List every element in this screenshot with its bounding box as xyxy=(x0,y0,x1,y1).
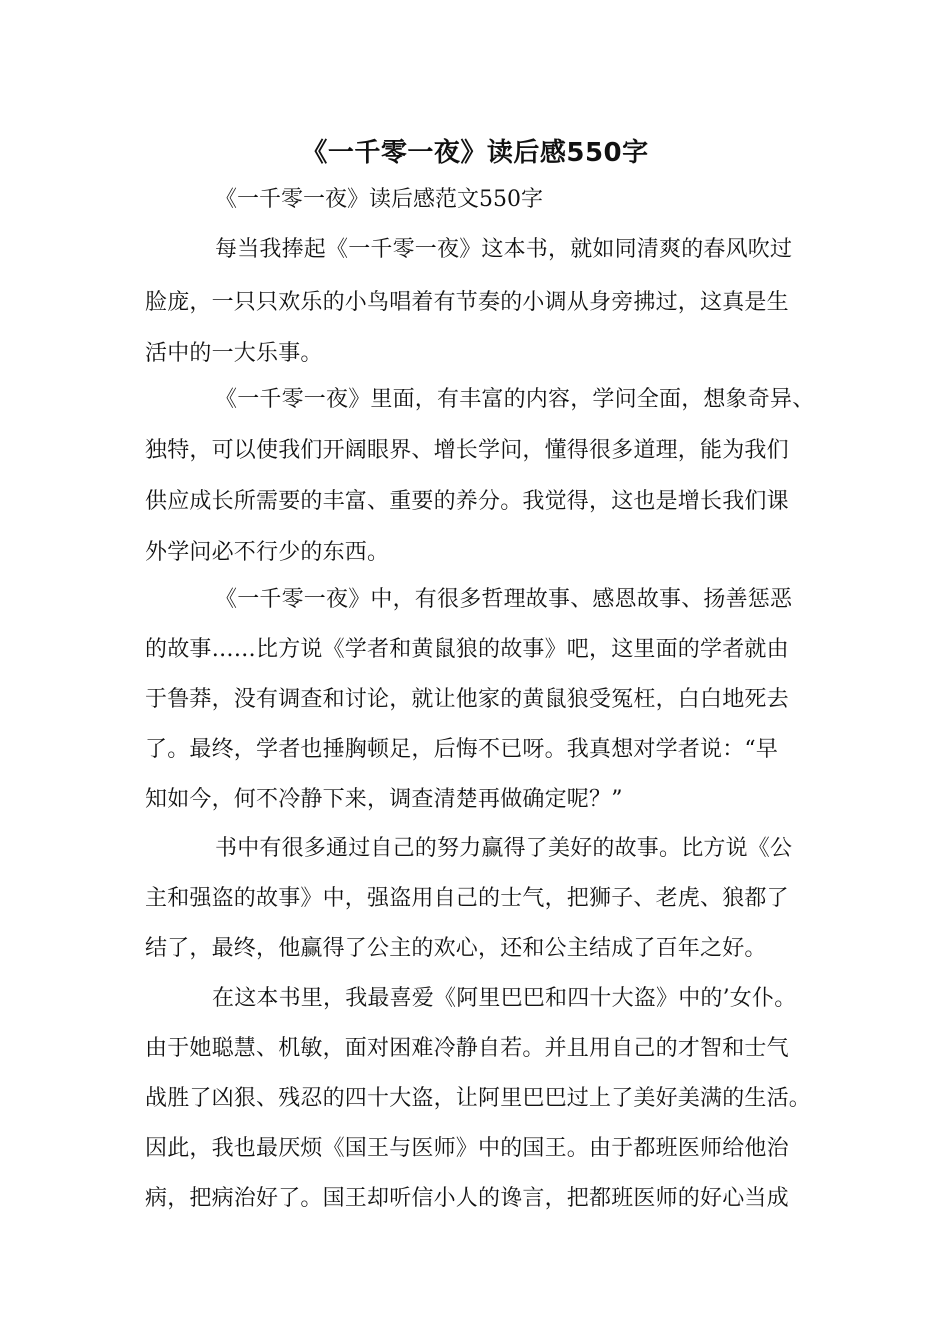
text-line: 供应成长所需要的丰富、重要的养分。我觉得，这也是增长我们课 xyxy=(145,489,789,514)
text-line: 《一千零一夜》中，有很多哲理故事、感恩故事、扬善惩恶 xyxy=(215,587,793,612)
text-line: 主和强盗的故事》中，强盗用自己的士气，把狮子、老虎、狼都了 xyxy=(145,886,789,911)
text-line: 活中的一大乐事。 xyxy=(145,341,323,366)
text-line: 病，把病治好了。国王却听信小人的谗言，把都班医师的好心当成 xyxy=(145,1186,789,1211)
text-line: 了。最终，学者也捶胸顿足，后悔不已呀。我真想对学者说：“早 xyxy=(145,737,779,762)
document-subtitle: 《一千零一夜》读后感范文550字 xyxy=(215,187,543,212)
text-line: 于鲁莽，没有调查和讨论，就让他家的黄鼠狼受冤枉，白白地死去 xyxy=(145,687,789,712)
text-line: 战胜了凶狠、残忍的四十大盗，让阿里巴巴过上了美好美满的生活。 xyxy=(145,1086,812,1111)
text-line: 结了，最终，他赢得了公主的欢心，还和公主结成了百年之好。 xyxy=(145,936,767,961)
text-line: 独特，可以使我们开阔眼界、增长学问，懂得很多道理，能为我们 xyxy=(145,438,789,463)
document-title: 《一千零一夜》读后感550字 xyxy=(301,138,649,168)
text-line: 因此，我也最厌烦《国王与医师》中的国王。由于都班医师给他治 xyxy=(145,1136,789,1161)
text-line: 每当我捧起《一千零一夜》这本书，就如同清爽的春风吹过 xyxy=(215,237,793,262)
text-line: 书中有很多通过自己的努力赢得了美好的故事。比方说《公 xyxy=(215,836,793,861)
text-line: 《一千零一夜》里面，有丰富的内容，学问全面，想象奇异、 xyxy=(215,387,815,412)
text-line: 由于她聪慧、机敏，面对困难冷静自若。并且用自己的才智和士气 xyxy=(145,1036,789,1061)
text-line: 的故事……比方说《学者和黄鼠狼的故事》吧，这里面的学者就由 xyxy=(145,637,789,662)
text-line: 外学问必不行少的东西。 xyxy=(145,540,390,565)
text-line: 知如今，何不冷静下来，调查清楚再做确定呢？” xyxy=(145,787,623,812)
text-line: 在这本书里，我最喜爱《阿里巴巴和四十大盗》中的’女仆。 xyxy=(212,986,797,1011)
text-line: 脸庞，一只只欢乐的小鸟唱着有节奏的小调从身旁拂过，这真是生 xyxy=(145,290,789,315)
